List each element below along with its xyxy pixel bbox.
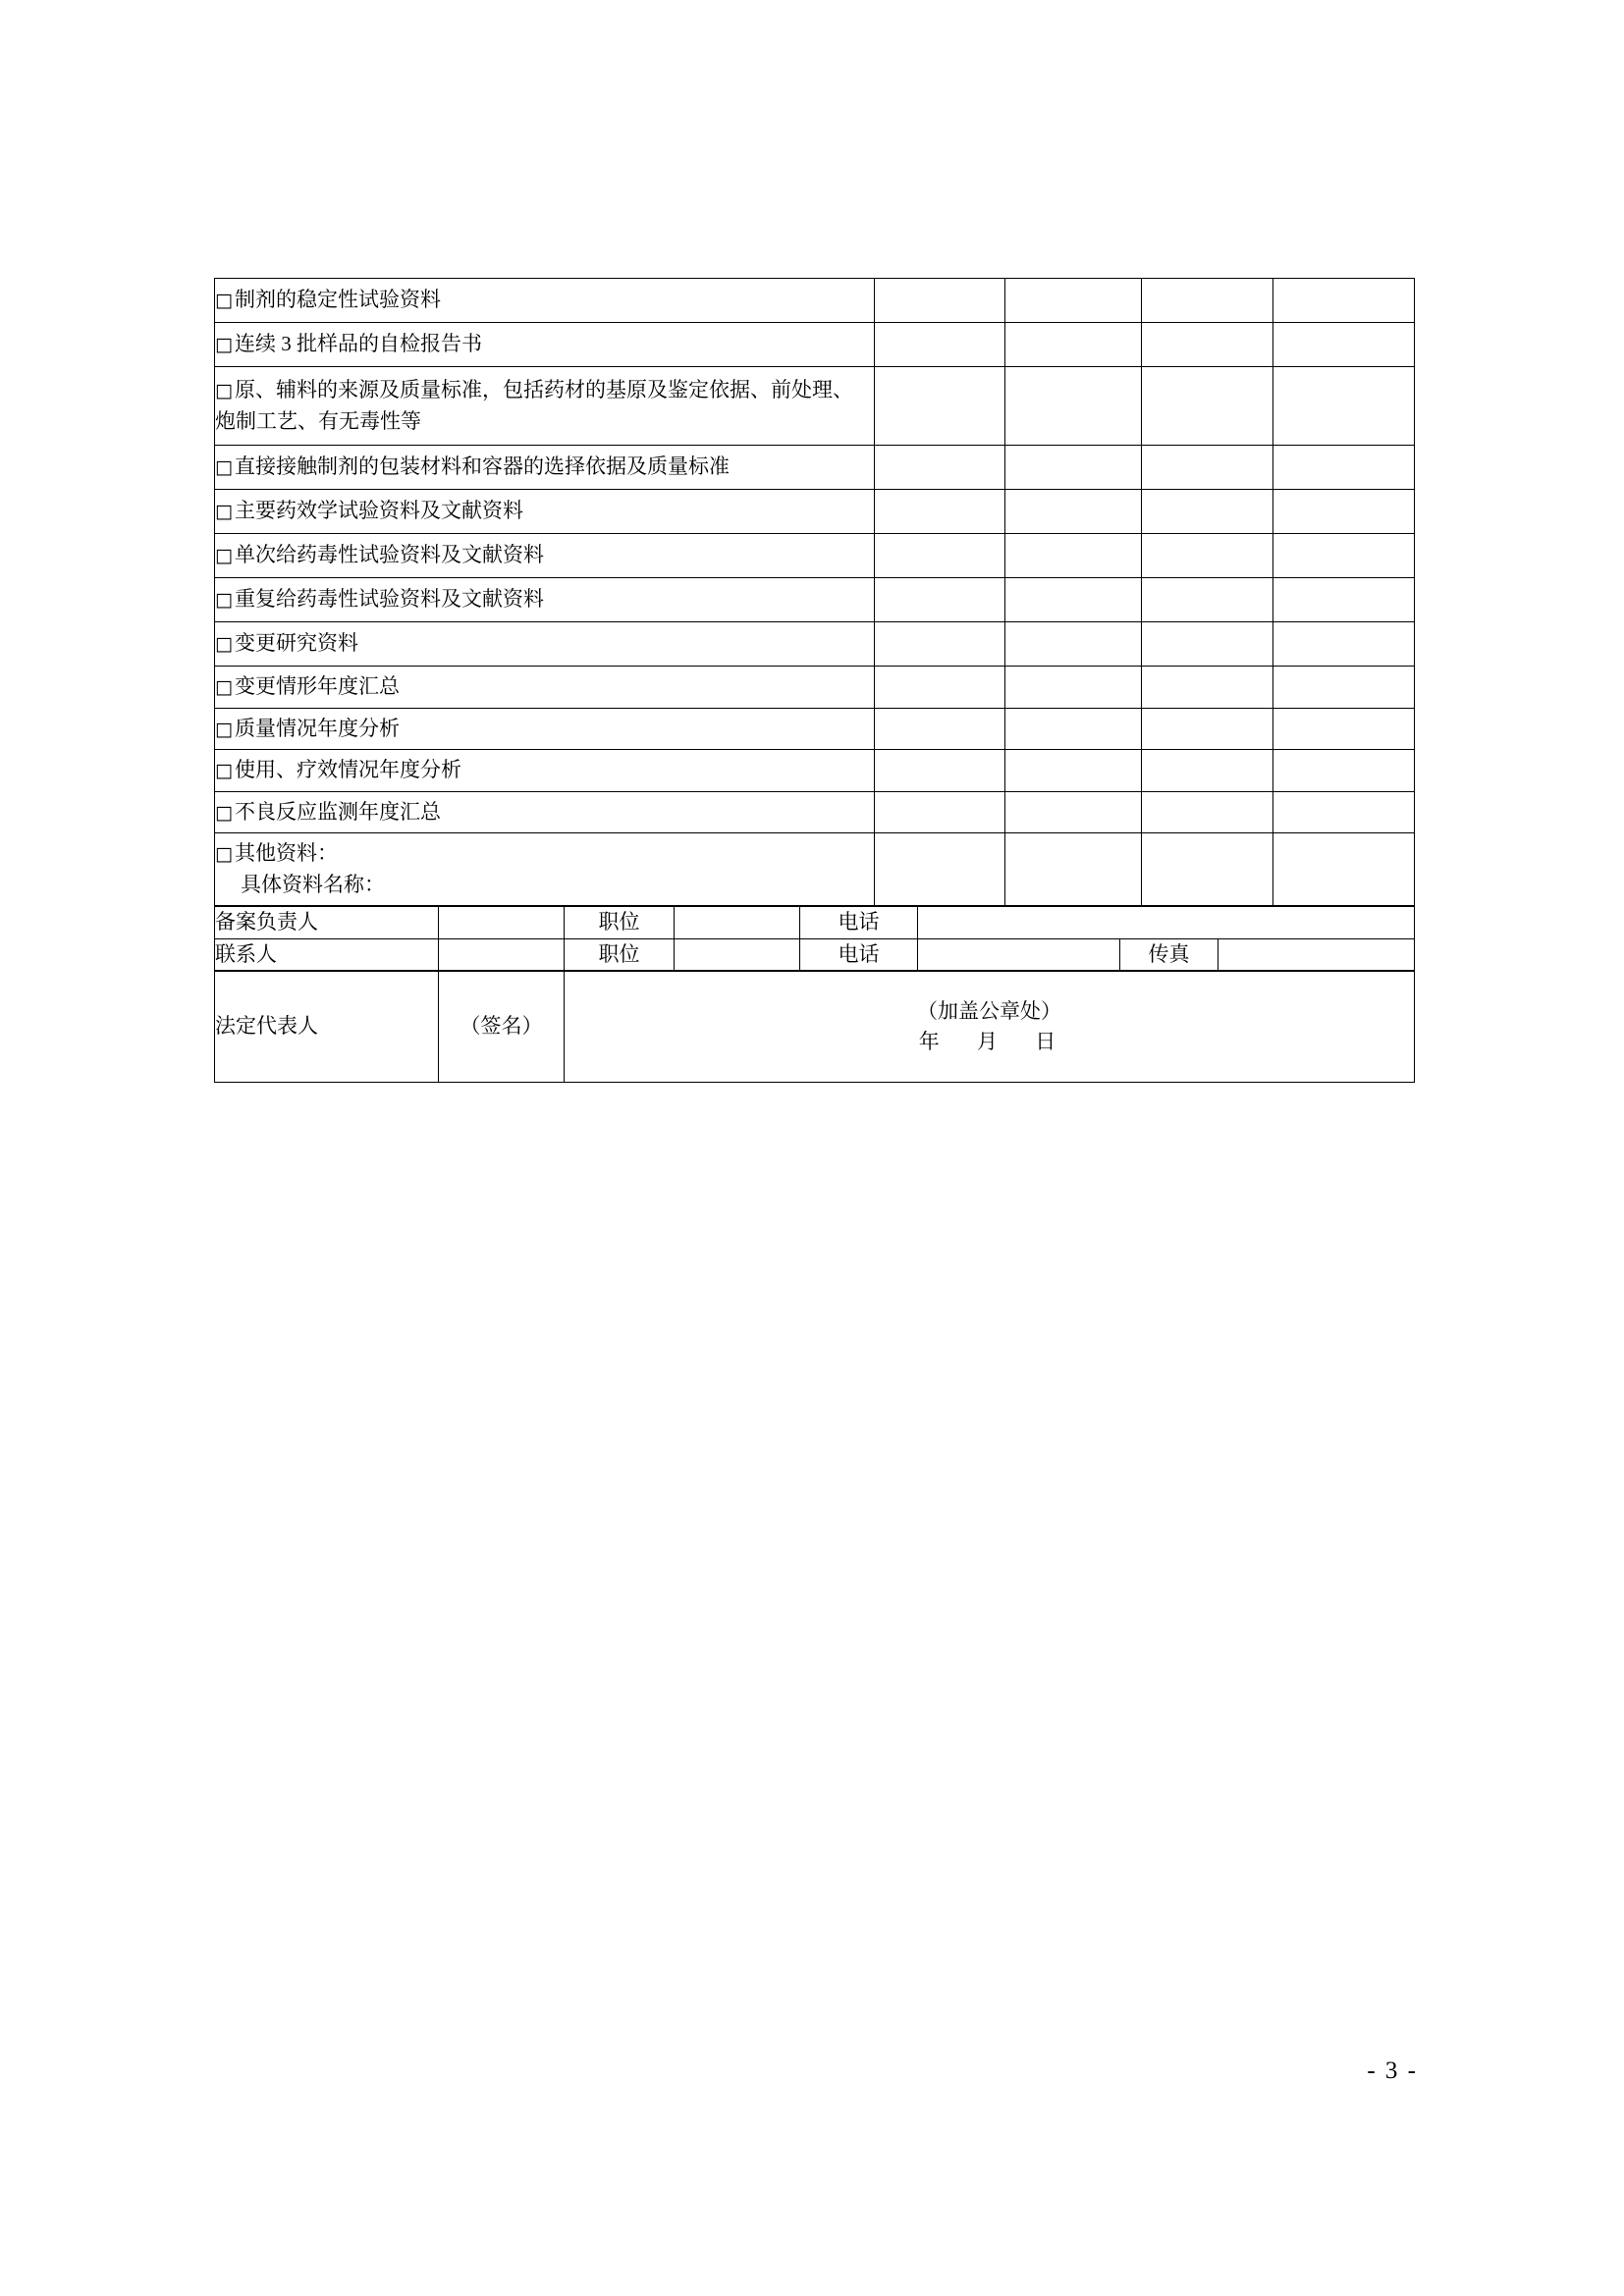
contact-position-value[interactable] [675,938,800,971]
page-number: - 3 - [1367,2057,1418,2084]
checkbox-icon[interactable]: □ [215,633,233,656]
checklist-mark-cell-2[interactable] [1005,323,1142,367]
checklist-mark-cell-3[interactable] [1142,833,1273,906]
checkbox-icon[interactable]: □ [215,843,233,865]
checklist-mark-cell-4[interactable] [1273,791,1415,833]
table-row [215,279,1415,323]
signature-field[interactable]: （签名） [439,972,565,1083]
checklist-item-other-cell[interactable] [215,833,875,906]
checkbox-icon[interactable]: □ [215,760,233,781]
checklist-mark-cell-2[interactable] [1005,708,1142,750]
materials-checklist-form [214,278,1414,1083]
checkbox-icon[interactable]: □ [215,676,233,698]
table-row [215,750,1415,792]
checklist-item-label: 变更研究资料 [234,631,358,656]
checklist-item-cell[interactable] [215,622,875,667]
checklist-item-cell[interactable] [215,367,875,446]
checklist-mark-cell-3[interactable] [1142,367,1273,446]
checklist-item-cell[interactable] [215,446,875,490]
responsible-position-label: 职位 [565,907,675,939]
contacts-table [214,906,1415,971]
checklist-mark-cell-4[interactable] [1273,534,1415,578]
table-row [215,367,1415,446]
responsible-position-value[interactable] [675,907,800,939]
checkbox-icon[interactable]: □ [215,290,233,312]
checklist-mark-cell-4[interactable] [1273,279,1415,323]
table-row [215,708,1415,750]
checklist-mark-cell-4[interactable] [1273,833,1415,906]
legal-representative-label: 法定代表人 [215,972,439,1083]
checklist-mark-cell-1[interactable] [875,578,1005,622]
checklist-mark-cell-1[interactable] [875,791,1005,833]
contact-fax-label: 传真 [1120,938,1218,971]
checkbox-icon[interactable]: □ [215,380,233,401]
checklist-mark-cell-1[interactable] [875,367,1005,446]
seal-label: （加盖公章处） [917,998,1061,1023]
checkbox-icon[interactable]: □ [215,589,233,612]
table-row-contact [215,938,1415,971]
checklist-mark-cell-2[interactable] [1005,367,1142,446]
contact-person-label: 联系人 [215,938,439,971]
table-row [215,833,1415,906]
checklist-mark-cell-3[interactable] [1142,279,1273,323]
checklist-mark-cell-4[interactable] [1273,446,1415,490]
checklist-mark-cell-3[interactable] [1142,708,1273,750]
checklist-mark-cell-2[interactable] [1005,622,1142,667]
checklist-mark-cell-1[interactable] [875,534,1005,578]
table-row [215,791,1415,833]
checklist-item-cell[interactable] [215,791,875,833]
checklist-mark-cell-3[interactable] [1142,446,1273,490]
table-row-signature [215,972,1415,1083]
checkbox-icon[interactable]: □ [215,501,233,523]
checklist-mark-cell-1[interactable] [875,279,1005,323]
checkbox-icon[interactable]: □ [215,718,233,740]
checklist-item-cell[interactable] [215,279,875,323]
table-row [215,578,1415,622]
checklist-mark-cell-3[interactable] [1142,750,1273,792]
contact-phone-label: 电话 [800,938,918,971]
checklist-mark-cell-1[interactable] [875,490,1005,534]
table-row [215,622,1415,667]
checklist-mark-cell-1[interactable] [875,622,1005,667]
responsible-phone-label: 电话 [800,907,918,939]
checklist-item-label: 连续 3 批样品的自检报告书 [234,332,482,356]
checklist-mark-cell-3[interactable] [1142,622,1273,667]
checklist-mark-cell-4[interactable] [1273,708,1415,750]
checklist-mark-cell-4[interactable] [1273,323,1415,367]
checklist-item-label: 使用、疗效情况年度分析 [234,758,461,781]
checklist-mark-cell-4[interactable] [1273,750,1415,792]
checkbox-icon[interactable]: □ [215,456,233,479]
checklist-mark-cell-1[interactable] [875,708,1005,750]
checklist-item-label: 不良反应监测年度汇总 [234,799,441,824]
checklist-mark-cell-3[interactable] [1142,323,1273,367]
checklist-item-cell[interactable] [215,534,875,578]
checklist-mark-cell-4[interactable] [1273,578,1415,622]
checklist-mark-cell-3[interactable] [1142,490,1273,534]
checkbox-icon[interactable]: □ [215,801,233,824]
checklist-item-cell[interactable] [215,708,875,750]
table-row [215,534,1415,578]
checklist-mark-cell-3[interactable] [1142,578,1273,622]
checklist-item-cell[interactable] [215,750,875,792]
responsible-phone-value[interactable] [918,907,1415,939]
date-label[interactable]: 年 月 日 [918,1030,1060,1053]
official-seal-area[interactable] [565,972,1415,1083]
checklist-item-label: 直接接触制剂的包装材料和容器的选择依据及质量标准 [234,454,730,479]
checklist-mark-cell-2[interactable] [1005,833,1142,906]
checklist-mark-cell-2[interactable] [1005,490,1142,534]
checklist-mark-cell-3[interactable] [1142,667,1273,709]
checklist-item-label-line2: 炮制工艺、有无毒性等 [215,408,421,433]
checklist-mark-cell-2[interactable] [1005,534,1142,578]
checkbox-icon[interactable]: □ [215,334,233,356]
checklist-mark-cell-3[interactable] [1142,534,1273,578]
checklist-table [214,278,1415,906]
checklist-mark-cell-2[interactable] [1005,750,1142,792]
checklist-item-other-name-label[interactable]: 具体资料名称： [241,872,385,896]
checklist-mark-cell-1[interactable] [875,323,1005,367]
table-row [215,323,1415,367]
checklist-item-cell[interactable] [215,578,875,622]
checklist-item-cell[interactable] [215,490,875,534]
checklist-mark-cell-1[interactable] [875,446,1005,490]
checklist-mark-cell-2[interactable] [1005,791,1142,833]
checklist-mark-cell-1[interactable] [875,750,1005,792]
checklist-item-label: 质量情况年度分析 [234,716,400,740]
checklist-mark-cell-1[interactable] [875,833,1005,906]
table-row [215,667,1415,709]
checklist-mark-cell-1[interactable] [875,667,1005,709]
checklist-item-label: 其他资料： [234,841,338,865]
checklist-item-label: 原、辅料的来源及质量标准，包括药材的基原及鉴定依据、前处理、 [234,378,853,401]
table-row [215,446,1415,490]
responsible-person-label: 备案负责人 [215,907,439,939]
checklist-item-cell[interactable] [215,323,875,367]
checklist-item-label: 重复给药毒性试验资料及文献资料 [234,587,544,612]
contact-fax-value[interactable] [1218,938,1415,971]
contact-position-label: 职位 [565,938,675,971]
checklist-item-label: 制剂的稳定性试验资料 [234,288,441,312]
checklist-mark-cell-2[interactable] [1005,578,1142,622]
checklist-mark-cell-2[interactable] [1005,667,1142,709]
responsible-person-value[interactable] [439,907,565,939]
table-row [215,490,1415,534]
checklist-item-label: 单次给药毒性试验资料及文献资料 [234,543,544,567]
checklist-item-label: 变更情形年度汇总 [234,674,400,698]
checklist-item-label: 主要药效学试验资料及文献资料 [234,499,523,523]
checklist-mark-cell-3[interactable] [1142,791,1273,833]
signature-table [214,971,1415,1083]
checklist-mark-cell-4[interactable] [1273,367,1415,446]
contact-phone-value[interactable] [918,938,1120,971]
contact-person-value[interactable] [439,938,565,971]
table-row-responsible [215,907,1415,939]
checklist-mark-cell-2[interactable] [1005,446,1142,490]
checklist-mark-cell-4[interactable] [1273,622,1415,667]
checklist-mark-cell-2[interactable] [1005,279,1142,323]
checklist-mark-cell-4[interactable] [1273,490,1415,534]
checklist-item-cell[interactable] [215,667,875,709]
checkbox-icon[interactable]: □ [215,545,233,567]
checklist-mark-cell-4[interactable] [1273,667,1415,709]
